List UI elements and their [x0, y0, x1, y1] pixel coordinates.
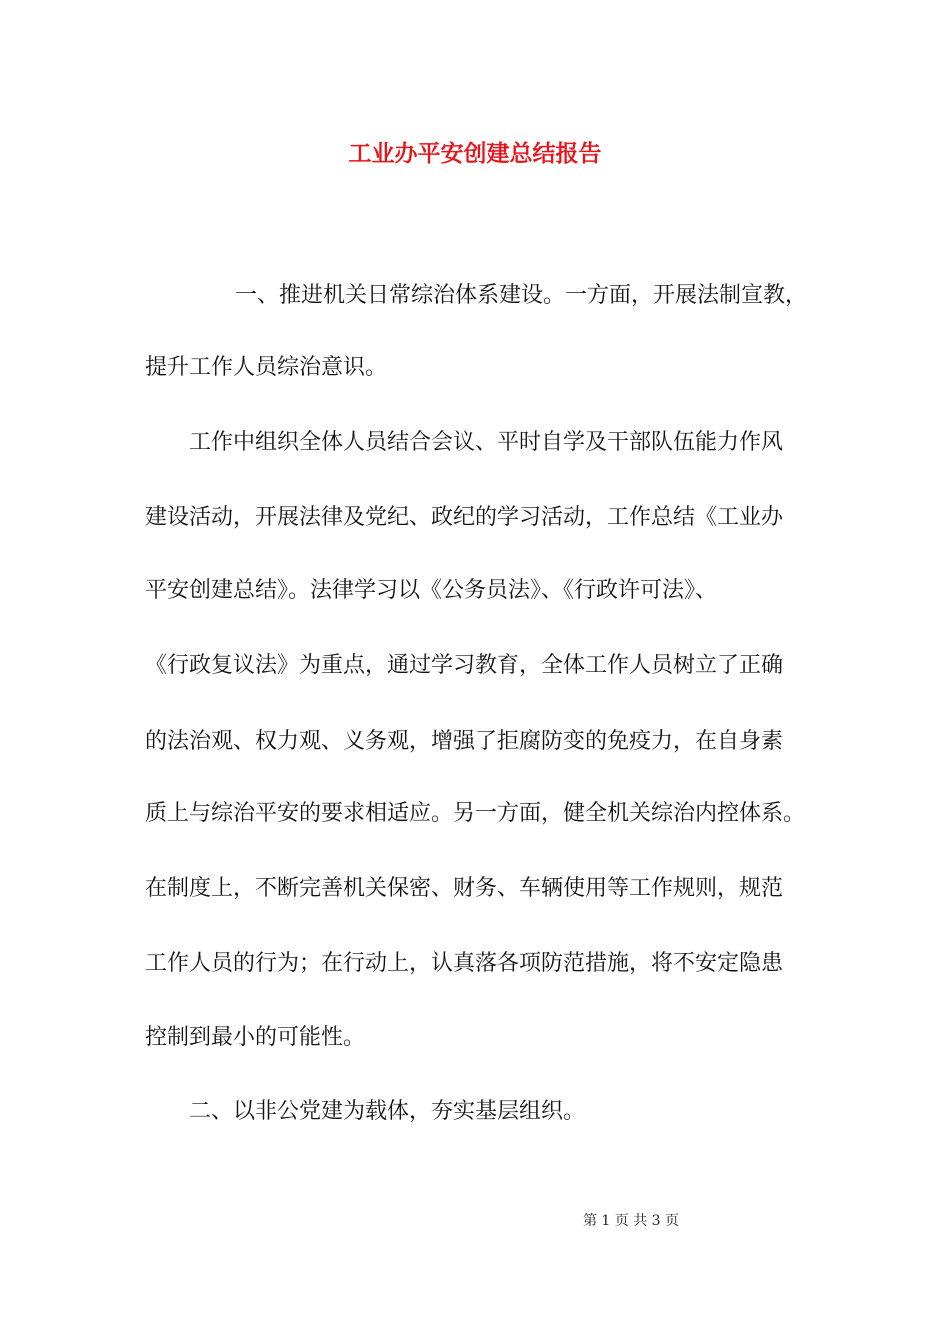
paragraph-line: 平安创建总结》。法律学习以《公务员法》、《行政许可法》、	[145, 578, 718, 603]
paragraph-line: 一、推进机关日常综治体系建设。一方面，开展法制宣教，	[235, 283, 808, 308]
paragraph-line: 的法治观、权力观、义务观，增强了拒腐防变的免疫力，在自身素	[145, 729, 784, 754]
paragraph-line: 控制到最小的可能性。	[145, 1025, 366, 1050]
document-title: 工业办平安创建总结报告	[348, 140, 602, 167]
paragraph-line: 《行政复议法》为重点，通过学习教育，全体工作人员树立了正确	[145, 653, 784, 678]
paragraph-line: 二、以非公党建为载体，夯实基层组织。	[189, 1099, 586, 1124]
paragraph-line: 提升工作人员综治意识。	[145, 355, 388, 380]
paragraph-line: 工作中组织全体人员结合会议、平时自学及干部队伍能力作风	[189, 430, 784, 455]
paragraph-line: 质上与综治平安的要求相适应。另一方面，健全机关综治内控体系。	[145, 801, 806, 826]
paragraph-line: 建设活动，开展法律及党纪、政纪的学习活动，工作总结《工业办	[145, 505, 784, 530]
paragraph-line: 在制度上，不断完善机关保密、财务、车辆使用等工作规则，规范	[145, 876, 784, 901]
page-number-footer: 第 1 页 共 3 页	[582, 1213, 680, 1229]
paragraph-line: 工作人员的行为；在行动上，认真落各项防范措施，将不安定隐患	[145, 951, 784, 976]
